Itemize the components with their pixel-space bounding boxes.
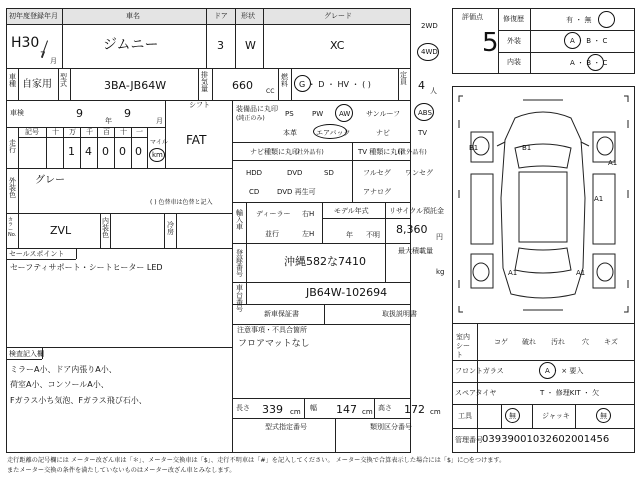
import-right: 右H xyxy=(302,210,315,218)
recycle-label: リサイクル預託金 xyxy=(389,207,445,215)
shape-value: W xyxy=(245,39,256,52)
fuel-options: G ・ D ・ HV ・ ( ) xyxy=(299,80,371,89)
doc-manual: 取扱説明書 xyxy=(382,310,417,318)
divider xyxy=(212,68,213,100)
divider xyxy=(322,202,323,243)
divider xyxy=(18,127,19,168)
disp-value: 660 xyxy=(232,79,253,92)
width-value: 147 xyxy=(336,403,357,416)
damage-mark: A1 xyxy=(608,159,618,167)
seat-item: キズ xyxy=(604,338,618,346)
divider xyxy=(530,8,531,74)
plate-value: 沖縄582な7410 xyxy=(284,255,366,268)
inspect-label: 車検 xyxy=(10,109,24,117)
odo-digit: 0 xyxy=(102,145,109,158)
odo-digit: 1 xyxy=(68,145,75,158)
divider xyxy=(6,259,76,260)
recycle-value: 8,360 xyxy=(396,223,428,236)
divider xyxy=(352,142,353,202)
divider xyxy=(374,398,375,418)
capacity-value: 4 xyxy=(418,79,425,92)
height-label: 高さ xyxy=(378,404,392,412)
color-note: ( ) 色替車は色替と記入 xyxy=(150,199,213,206)
navi-sub: (社外品有) xyxy=(295,149,324,156)
divider xyxy=(164,213,165,248)
import-left: 左H xyxy=(302,230,315,238)
class-number-label: 類別区分番号 xyxy=(370,423,412,431)
jack-value: 無 xyxy=(600,412,607,420)
shift-value: FAT xyxy=(186,133,207,147)
footer-note: またメーター交換の条件を満たしていないものはメーター改ざん車とみなします。 xyxy=(7,467,236,474)
equip-label: 装備品に丸印 xyxy=(236,105,278,113)
interior-grade-label: 内装 xyxy=(507,58,521,66)
divider xyxy=(6,68,411,69)
use-value: 自家用 xyxy=(22,79,52,90)
odo-label: 走行 xyxy=(9,139,16,154)
footer-note: 走行距離の記号欄には メーター改ざん車は「＊」、メーター交換車は「$」、走行不明車は「#」を記入してください。 メーター交換で合算表示した場合には「$」に○をつけます。 xyxy=(7,457,506,464)
car-name-label: 車名 xyxy=(126,12,140,20)
rating-label: 評価点 xyxy=(462,13,483,21)
divider xyxy=(232,324,411,325)
height-value: 172 xyxy=(404,403,425,416)
model-label: 型式 xyxy=(60,73,67,88)
divider xyxy=(176,213,177,248)
divider xyxy=(70,68,71,100)
model-year-label: モデル年式 xyxy=(334,207,369,215)
import-parallel: 並行 xyxy=(265,230,279,238)
width-label: 幅 xyxy=(310,404,317,412)
import-label: 輸入車 xyxy=(236,209,243,231)
color-label: 外装色 xyxy=(9,177,16,199)
sales-label: セールスポイント xyxy=(9,250,65,258)
tv-sub: (社外品有) xyxy=(398,149,427,156)
tv-item: ワンセグ xyxy=(405,169,433,177)
import-dealer: ディーラー xyxy=(256,210,291,218)
navi-item: DVD 再生可 xyxy=(277,188,316,196)
divider xyxy=(6,24,411,25)
divider xyxy=(46,127,47,168)
divider xyxy=(235,8,236,68)
load-unit: kg xyxy=(436,268,445,276)
grade-value: XC xyxy=(330,39,345,52)
divider xyxy=(246,243,247,282)
divider xyxy=(304,398,305,418)
chassis-label: 車台番号 xyxy=(236,284,243,313)
exterior-value: A ・ B ・ C xyxy=(570,37,608,45)
inspect-m: 月 xyxy=(156,117,163,125)
odo-col: 十 xyxy=(52,128,59,136)
color-value: グレー xyxy=(35,175,65,186)
reg-era: H30 xyxy=(11,35,40,51)
recycle-unit: 円 xyxy=(436,233,443,241)
door-value: 3 xyxy=(217,39,224,52)
divider xyxy=(63,127,64,168)
jack-label: ジャッキ xyxy=(542,412,570,420)
odo-col: 記号 xyxy=(25,128,39,136)
divider xyxy=(335,418,336,453)
reg-month-unit: 月 xyxy=(50,57,57,65)
divider xyxy=(452,428,635,429)
divider xyxy=(278,68,279,100)
divider xyxy=(147,127,148,168)
model-year-unknown: 不明 xyxy=(366,231,380,239)
damage-mark: A1 xyxy=(594,195,604,203)
divider xyxy=(198,68,199,100)
equip-item: エアバック xyxy=(316,129,351,137)
odo-digit: 4 xyxy=(85,145,92,158)
equip-item: ABS xyxy=(418,109,432,117)
drive-4wd: 4WD xyxy=(421,48,438,56)
sales-value: セーフティサポート・シートヒーター LED xyxy=(10,263,163,272)
divider xyxy=(322,218,411,219)
repair-circle xyxy=(598,11,615,28)
inspect-y: 年 xyxy=(105,117,112,125)
equip-item: PW xyxy=(312,110,324,118)
divider xyxy=(232,398,411,399)
notes-line: Fガラス小ち気泡、Fガラス飛び石小、 xyxy=(10,396,147,405)
divider xyxy=(18,137,147,138)
divider xyxy=(246,282,247,304)
length-value: 339 xyxy=(262,403,283,416)
divider xyxy=(324,304,325,324)
equip-item: 本革 xyxy=(283,129,297,137)
glass-value: A ・ × 要入 xyxy=(545,367,584,375)
tools-label: 工具 xyxy=(458,412,472,420)
divider xyxy=(398,68,399,100)
disp-unit: CC xyxy=(266,88,275,95)
equip-item: AW xyxy=(339,110,351,118)
notes-label: 検査記入欄 xyxy=(9,350,44,358)
divider xyxy=(232,160,411,161)
divider xyxy=(80,127,81,168)
tv-item: アナログ xyxy=(363,188,391,196)
equip-item: ナビ xyxy=(376,129,390,137)
divider xyxy=(452,382,635,383)
length-unit: cm xyxy=(290,408,301,416)
divider xyxy=(97,127,98,168)
divider xyxy=(232,282,411,283)
divider xyxy=(532,404,533,428)
odo-digit: 0 xyxy=(135,145,142,158)
divider xyxy=(246,202,247,243)
divider xyxy=(291,68,292,100)
divider xyxy=(42,347,43,359)
divider xyxy=(575,404,576,428)
divider xyxy=(477,323,478,453)
glass-label: フロントガラス xyxy=(455,367,504,375)
capacity-unit: 人 xyxy=(430,87,437,95)
divider xyxy=(18,68,19,100)
plate-label: 登録番号 xyxy=(236,249,243,278)
odo-digit: 0 xyxy=(119,145,126,158)
divider xyxy=(385,202,386,243)
damage-mark: B1 xyxy=(469,144,479,152)
width-unit: cm xyxy=(362,408,373,416)
notes-line: 荷室A小、コンソールA小、 xyxy=(10,380,109,389)
damage-mark: A1 xyxy=(576,269,586,277)
odo-km: km xyxy=(152,151,163,159)
tools-value: 無 xyxy=(509,412,516,420)
spare-label: スペアタイヤ xyxy=(455,389,497,397)
seat-item: 破れ xyxy=(522,338,536,346)
mgmt-value: 0393900103260200145​6 xyxy=(482,434,610,445)
color-code-label: カラーNo. xyxy=(8,217,17,238)
equip-sub: (純正のみ) xyxy=(236,115,265,122)
tv-label: TV 種類に丸印 xyxy=(358,148,405,156)
divider xyxy=(6,213,232,214)
divider xyxy=(410,68,411,100)
grade-label: グレード xyxy=(324,12,352,20)
navi-item: HDD xyxy=(246,169,263,177)
divider xyxy=(498,52,635,53)
divider xyxy=(232,100,233,453)
odo-col: 十 xyxy=(120,128,127,136)
ac-label: 冷房 xyxy=(167,221,174,236)
door-label: ドア xyxy=(214,12,228,20)
seat-item: 穴 xyxy=(582,338,589,346)
divider xyxy=(62,8,63,68)
seat-label: 室内シート xyxy=(456,333,470,360)
divider xyxy=(452,323,635,324)
equip-item: サンルーフ xyxy=(366,110,401,118)
odo-col: 万 xyxy=(69,128,76,136)
damage-mark: A1 xyxy=(508,269,518,277)
height-unit: cm xyxy=(430,408,441,416)
divider xyxy=(498,30,635,31)
caution-label: 注意事項・不具合箇所 xyxy=(237,326,307,334)
divider xyxy=(410,8,411,68)
odo-col: 千 xyxy=(86,128,93,136)
divider xyxy=(100,213,101,248)
divider xyxy=(58,68,59,100)
equip-item: PS xyxy=(285,110,294,118)
capacity-label: 定員 xyxy=(400,71,407,86)
repair-label: 修復歴 xyxy=(503,15,524,23)
divider xyxy=(114,127,115,168)
divider xyxy=(452,404,635,405)
shift-label: シフト xyxy=(189,101,210,109)
divider xyxy=(232,304,411,305)
divider xyxy=(110,213,111,248)
navi-item: DVD xyxy=(287,169,303,177)
divider xyxy=(452,360,635,361)
car-damage-diagram xyxy=(453,88,634,320)
navi-item: CD xyxy=(249,188,260,196)
divider xyxy=(501,404,502,428)
divider xyxy=(131,127,132,168)
interior-label: 内装色 xyxy=(102,217,109,239)
drive-2wd: 2WD xyxy=(421,22,438,30)
model-year-unit: 年 xyxy=(346,231,353,239)
divider xyxy=(6,168,232,169)
shape-label: 形状 xyxy=(241,12,255,20)
use-label: 車種 xyxy=(9,73,16,88)
divider xyxy=(18,168,19,213)
length-label: 長さ xyxy=(236,404,250,412)
equip-item: TV xyxy=(418,129,428,137)
car-name: ジムニー xyxy=(103,37,159,53)
divider xyxy=(165,100,166,168)
spec-number-label: 型式指定番号 xyxy=(265,423,307,431)
divider xyxy=(232,142,411,143)
chassis-value: JB64W-102694 xyxy=(306,286,388,299)
fuel-label: 燃料 xyxy=(281,73,288,88)
seat-item: コゲ xyxy=(494,338,508,346)
rating-value: 5 xyxy=(482,28,499,58)
load-label: 最大積載量 xyxy=(398,247,433,255)
odo-mile: マイル xyxy=(150,139,168,146)
divider xyxy=(76,248,77,259)
model-value: 3BA-JB64W xyxy=(104,79,167,92)
divider xyxy=(18,213,19,248)
inspect-year: 9 xyxy=(76,107,83,120)
disp-label: 排気量 xyxy=(201,71,208,93)
caution-value: フロアマットなし xyxy=(238,339,310,349)
divider xyxy=(6,359,42,360)
tv-item: フルセグ xyxy=(363,169,391,177)
notes-line: ミラーA小、ドア内張りA小、 xyxy=(10,365,117,374)
divider xyxy=(385,243,386,282)
repair-value: 有 ・ 無 xyxy=(566,16,592,24)
odo-col: 百 xyxy=(103,128,110,136)
interior-grade-value: A ・ B ・ C xyxy=(570,59,608,67)
spare-value: T ・ 修理KIT ・ 欠 xyxy=(540,389,600,397)
doc-warranty: 新車保証書 xyxy=(264,310,299,318)
seat-item: 汚れ xyxy=(551,338,565,346)
divider xyxy=(263,8,264,68)
color-code: ZVL xyxy=(50,224,72,237)
odo-col: 一 xyxy=(136,128,143,136)
divider xyxy=(232,418,411,419)
reg-label: 初年度登録年月 xyxy=(9,12,58,20)
damage-mark: B1 xyxy=(522,144,532,152)
navi-label: ナビ種類に丸印 xyxy=(250,148,299,156)
reg-month: 7 xyxy=(40,51,46,61)
exterior-label: 外装 xyxy=(507,37,521,45)
inspect-month: 9 xyxy=(124,107,131,120)
divider xyxy=(6,347,232,348)
navi-item: SD xyxy=(324,169,334,177)
divider xyxy=(206,8,207,68)
divider xyxy=(6,248,232,249)
mgmt-label: 管理番号 xyxy=(455,436,483,444)
